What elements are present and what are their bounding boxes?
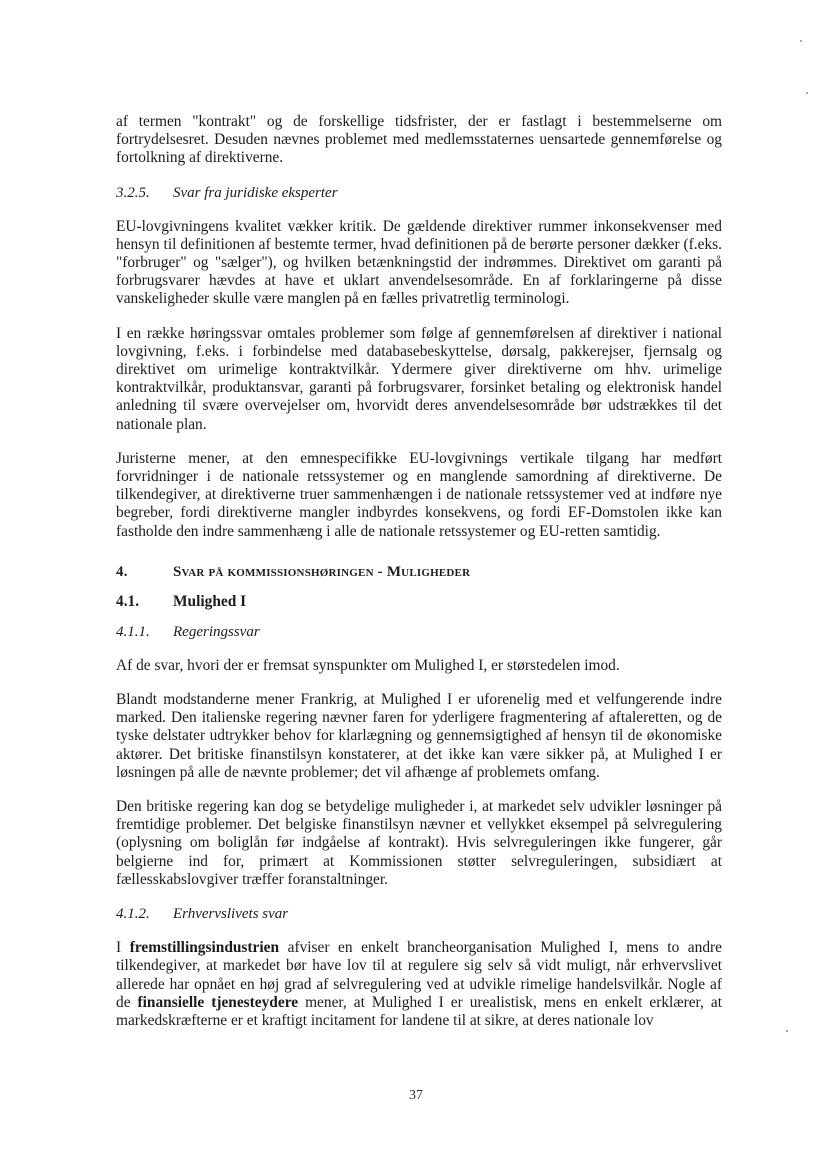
heading-text: Mulighed I — [173, 592, 247, 610]
text-run: I — [116, 939, 130, 957]
heading-number: 3.2.5. — [116, 184, 150, 201]
text-run: mener, at Mulighed I er urealistisk, mens en enkelt erklærer, at markedskræfterne er et kraftigt incitament for landene til at sikre, at deres nationale lov — [116, 993, 723, 1029]
scan-speck — [786, 1030, 788, 1032]
paragraph-juristerne: Juristerne mener, at den emnespecifikke EU-lovgivnings vertikale tilgang har medført forvridninger i de nationale retssystemer og en manglende samordning af direktiverne. De tilkendegiver, at direktiverne truer sammenhængen i de nationale retssystemer ved at indføre nye begreber, fordi direktiverne mangler indbyrdes konsekvens, og fordi EF-Domstolen ikke kan fastholde den indre sammenhæng i alle de nationale retssystemer og EU-retten samtidig. — [116, 449, 722, 540]
paragraph-eu-quality: EU-lovgivningens kvalitet vækker kritik. De gældende direktiver rummer inkonsekvenser med hensyn til definitionen af bestemte termer, hvad definitionen på de berørte personer dækker (f.eks. "forbruger" og "sælger"), og hvilken betænkningstid der indrømmes. Direktivet om garanti på forbrugsvarer hævdes at have et uklart anvendelsesområde. En af forklaringerne på disse vanskeligheder skulle være manglen på en fælles privatretlig terminologi. — [116, 217, 722, 308]
scan-speck — [806, 92, 808, 94]
heading-4-1-2 — [116, 905, 722, 923]
paragraph-af-de-svar: Af de svar, hvori der er fremsat synspunkter om Mulighed I, er størstedelen imod. — [116, 656, 620, 674]
bold-term-finansielle-tjenesteydere: finansielle tjenesteydere — [137, 993, 299, 1011]
heading-text: Erhvervslivets svar — [173, 906, 289, 923]
paragraph-erhvervslivet — [116, 939, 722, 1030]
heading-4 — [116, 563, 722, 581]
heading-number: 4.1.2. — [116, 906, 150, 923]
heading-text: Svar på kommissionshøringen - Muligheder — [173, 563, 471, 580]
scan-speck — [800, 40, 802, 42]
text-run: afviser en enkelt brancheorganisation Mulighed I, mens to andre tilkendegiver, at markedet bør have lov til at regulere sig selv så vidt muligt, når erhvervslivet allerede har opnået en høj grad af selvregulering ved at udvikle rimelige handelsvilkår. Nogle af de — [116, 939, 722, 1011]
heading-3-2-5 — [116, 184, 722, 202]
heading-number: 4. — [116, 563, 128, 580]
heading-text: Regeringssvar — [173, 623, 260, 640]
heading-number: 4.1.1. — [116, 623, 150, 640]
paragraph-britiske-regering: Den britiske regering kan dog se betydelige muligheder i, at markedet selv udvikler løsninger på fremtidige problemer. Det belgiske finanstilsyn nævner et vellykket eksempel på selvregulering (oplysning om boliglån før indgåelse af kontrakt). Hvis selvreguleringen ikke fungerer, går belgierne ind for, primært at Kommissionen støtter selvreguleringen, subsidiært at fællesskabslovgiver træffer foranstaltninger. — [116, 798, 722, 888]
page-number: 37 — [409, 1088, 423, 1103]
heading-text: Svar fra juridiske eksperter — [173, 184, 338, 201]
paragraph-hoeringssvar: I en række høringssvar omtales problemer som følge af gennemførelsen af direktiver i national lovgivning, f.eks. i forbindelse med databasebeskyttelse, dørsalg, pakkerejser, fjernsalg og direktivet om urimelige kontraktvilkår. Ydermere giver direktiverne om hhv. urimelige kontraktvilkår, produktansvar, garanti på forbrugsvarer, forsinket betaling og elektronisk handel anledning til svære overvejelser om, hvorvidt deres anvendelsesområde bør udstrækkes til det nationale plan. — [116, 324, 722, 433]
heading-number: 4.1. — [116, 592, 140, 610]
paragraph-fortrydelsesret: af termen "kontrakt" og de forskellige tidsfrister, der er fastlagt i bestemmelserne om fortrydelsesret. Desuden nævnes problemet med medlemsstaternes uensartede gennemførelse og fortolkning af direktiverne. — [116, 113, 722, 167]
document-page — [116, 113, 722, 1030]
paragraph-modstanderne: Blandt modstanderne mener Frankrig, at Mulighed I er uforenelig med et velfungerende indre marked. Den italienske regering nævner faren for yderligere fragmentering af aftaleretten, og de tyske delstater udtrykker behov for klarlægning og gennemsigtighed af hensyn til de økonomiske aktører. Det britiske finanstilsyn konstaterer, at det ikke kan være sikker på, at Mulighed I er løsningen på alle de nævnte problemer; det vil afhænge af problemets omfang. — [116, 691, 722, 781]
bold-term-fremstillingsindustrien: fremstillingsindustrien — [129, 939, 280, 957]
heading-4-1-1 — [116, 623, 722, 641]
heading-4-1 — [116, 593, 722, 611]
